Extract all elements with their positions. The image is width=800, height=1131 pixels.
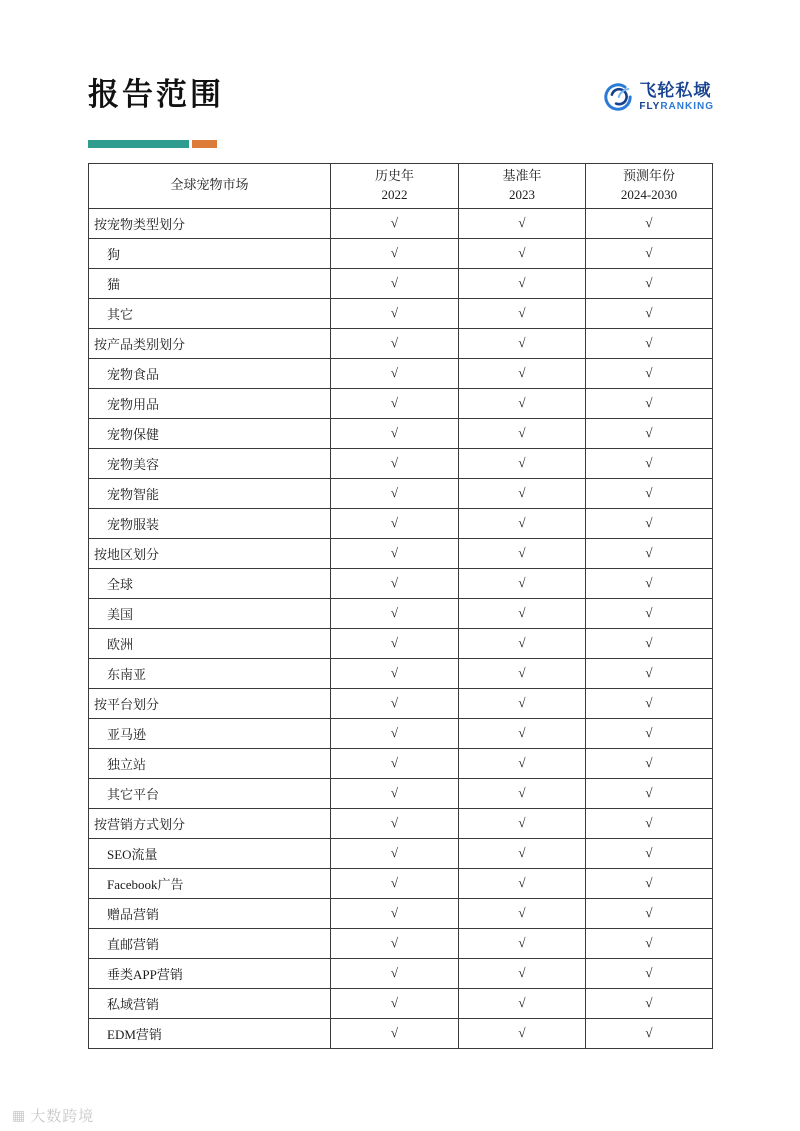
table-row xyxy=(89,508,713,538)
table-row xyxy=(89,718,713,748)
check-mark: √ xyxy=(586,358,713,388)
check-mark: √ xyxy=(459,658,586,688)
table-row xyxy=(89,538,713,568)
table-row xyxy=(89,298,713,328)
row-label: 欧洲 xyxy=(89,628,331,658)
check-mark: √ xyxy=(331,418,459,448)
row-label: 全球 xyxy=(89,568,331,598)
check-mark: √ xyxy=(586,538,713,568)
check-mark: √ xyxy=(459,1018,586,1048)
check-mark: √ xyxy=(331,508,459,538)
check-mark: √ xyxy=(331,478,459,508)
check-mark: √ xyxy=(331,808,459,838)
check-mark: √ xyxy=(331,568,459,598)
row-label: 宠物用品 xyxy=(89,388,331,418)
header-line: 2024-2030 xyxy=(620,186,678,202)
title-divider xyxy=(88,140,217,148)
check-mark: √ xyxy=(586,1018,713,1048)
row-label: 直邮营销 xyxy=(89,928,331,958)
check-mark: √ xyxy=(586,928,713,958)
check-mark: √ xyxy=(586,448,713,478)
check-mark: √ xyxy=(459,778,586,808)
table-row xyxy=(89,328,713,358)
row-label: 猫 xyxy=(89,268,331,298)
row-label: Facebook广告 xyxy=(89,868,331,898)
check-mark: √ xyxy=(459,868,586,898)
check-mark: √ xyxy=(331,718,459,748)
row-label: 赠品营销 xyxy=(89,898,331,928)
check-mark: √ xyxy=(586,598,713,628)
check-mark: √ xyxy=(459,568,586,598)
check-mark: √ xyxy=(459,298,586,328)
check-mark: √ xyxy=(586,388,713,418)
table-row xyxy=(89,658,713,688)
row-label: 宠物智能 xyxy=(89,478,331,508)
header-line: 2023 xyxy=(509,186,535,202)
check-mark: √ xyxy=(459,958,586,988)
table-row xyxy=(89,1018,713,1048)
check-mark: √ xyxy=(331,928,459,958)
watermark-icon: ▦ xyxy=(12,1107,27,1123)
check-mark: √ xyxy=(586,658,713,688)
header-line: 2022 xyxy=(381,186,408,202)
divider-orange-bar xyxy=(192,140,217,148)
check-mark: √ xyxy=(331,298,459,328)
table-row xyxy=(89,418,713,448)
check-mark: √ xyxy=(331,658,459,688)
table-row xyxy=(89,598,713,628)
header-history-year xyxy=(331,164,459,209)
logo-en-fly: FLY xyxy=(639,100,661,112)
check-mark: √ xyxy=(459,418,586,448)
row-label: 美国 xyxy=(89,598,331,628)
table-row xyxy=(89,208,713,238)
row-label: 宠物保健 xyxy=(89,418,331,448)
check-mark: √ xyxy=(331,268,459,298)
check-mark: √ xyxy=(459,208,586,238)
table-row xyxy=(89,928,713,958)
flyranking-swirl-icon xyxy=(603,82,633,112)
header-base-year xyxy=(459,164,586,209)
table-row xyxy=(89,358,713,388)
check-mark: √ xyxy=(459,988,586,1018)
check-mark: √ xyxy=(331,628,459,658)
check-mark: √ xyxy=(459,388,586,418)
check-mark: √ xyxy=(586,328,713,358)
row-label: 私域营销 xyxy=(89,988,331,1018)
check-mark: √ xyxy=(586,268,713,298)
check-mark: √ xyxy=(331,358,459,388)
check-mark: √ xyxy=(586,628,713,658)
check-mark: √ xyxy=(459,598,586,628)
check-mark: √ xyxy=(459,538,586,568)
check-mark: √ xyxy=(586,238,713,268)
check-mark: √ xyxy=(331,868,459,898)
check-mark: √ xyxy=(586,298,713,328)
check-mark: √ xyxy=(586,988,713,1018)
check-mark: √ xyxy=(331,778,459,808)
table-row xyxy=(89,688,713,718)
check-mark: √ xyxy=(459,718,586,748)
check-mark: √ xyxy=(459,358,586,388)
check-mark: √ xyxy=(586,568,713,598)
check-mark: √ xyxy=(586,718,713,748)
check-mark: √ xyxy=(331,538,459,568)
report-scope-table xyxy=(88,163,713,1049)
row-label: EDM营销 xyxy=(89,1018,331,1048)
row-label: 按平台划分 xyxy=(89,688,331,718)
watermark-text: 大数跨境 xyxy=(30,1108,95,1125)
check-mark: √ xyxy=(331,388,459,418)
watermark xyxy=(12,1105,94,1126)
check-mark: √ xyxy=(459,688,586,718)
check-mark: √ xyxy=(459,328,586,358)
check-mark: √ xyxy=(331,598,459,628)
logo-chinese-name: 飞轮私域 xyxy=(639,81,712,101)
check-mark: √ xyxy=(459,928,586,958)
row-label: 宠物美容 xyxy=(89,448,331,478)
table-row xyxy=(89,268,713,298)
table-row xyxy=(89,748,713,778)
logo-en-ranking: RANKING xyxy=(660,100,714,112)
check-mark: √ xyxy=(459,748,586,778)
row-label: 垂类APP营销 xyxy=(89,958,331,988)
row-label: 宠物食品 xyxy=(89,358,331,388)
check-mark: √ xyxy=(459,478,586,508)
table-row xyxy=(89,388,713,418)
divider-teal-bar xyxy=(88,140,189,148)
page-title: 报告范围 xyxy=(88,77,224,112)
check-mark: √ xyxy=(586,808,713,838)
check-mark: √ xyxy=(459,268,586,298)
check-mark: √ xyxy=(331,1018,459,1048)
row-label: SEO流量 xyxy=(89,838,331,868)
row-label: 亚马逊 xyxy=(89,718,331,748)
row-label: 其它 xyxy=(89,298,331,328)
header-forecast-years xyxy=(586,164,713,209)
row-label: 狗 xyxy=(89,238,331,268)
check-mark: √ xyxy=(459,448,586,478)
check-mark: √ xyxy=(331,748,459,778)
table-row xyxy=(89,988,713,1018)
table-row xyxy=(89,478,713,508)
row-label: 按地区划分 xyxy=(89,538,331,568)
check-mark: √ xyxy=(459,238,586,268)
row-label: 按营销方式划分 xyxy=(89,808,331,838)
check-mark: √ xyxy=(331,988,459,1018)
check-mark: √ xyxy=(586,898,713,928)
check-mark: √ xyxy=(586,478,713,508)
row-label: 其它平台 xyxy=(89,778,331,808)
check-mark: √ xyxy=(331,448,459,478)
table-row xyxy=(89,898,713,928)
check-mark: √ xyxy=(331,328,459,358)
check-mark: √ xyxy=(331,958,459,988)
row-label: 宠物服装 xyxy=(89,508,331,538)
check-mark: √ xyxy=(331,898,459,928)
row-label: 按产品类别划分 xyxy=(89,328,331,358)
flyranking-logo xyxy=(603,82,714,112)
row-label: 按宠物类型划分 xyxy=(89,208,331,238)
logo-english-name xyxy=(639,101,714,112)
check-mark: √ xyxy=(586,958,713,988)
table-row xyxy=(89,238,713,268)
row-label: 独立站 xyxy=(89,748,331,778)
check-mark: √ xyxy=(331,688,459,718)
table-header-row xyxy=(89,164,713,209)
check-mark: √ xyxy=(586,508,713,538)
check-mark: √ xyxy=(331,208,459,238)
table-row xyxy=(89,448,713,478)
page-header xyxy=(88,76,714,113)
header-market: 全球宠物市场 xyxy=(89,164,331,209)
check-mark: √ xyxy=(459,838,586,868)
table-row xyxy=(89,958,713,988)
check-mark: √ xyxy=(331,838,459,868)
check-mark: √ xyxy=(459,898,586,928)
check-mark: √ xyxy=(586,688,713,718)
header-line: 历史年 xyxy=(374,168,414,183)
table-row xyxy=(89,808,713,838)
table-row xyxy=(89,778,713,808)
table-body xyxy=(89,208,713,1048)
check-mark: √ xyxy=(586,778,713,808)
logo-text xyxy=(639,82,714,112)
header-line: 预测年份 xyxy=(622,168,675,183)
row-label: 东南亚 xyxy=(89,658,331,688)
table-row xyxy=(89,628,713,658)
table-row xyxy=(89,838,713,868)
check-mark: √ xyxy=(459,808,586,838)
check-mark: √ xyxy=(586,418,713,448)
check-mark: √ xyxy=(586,838,713,868)
table-row xyxy=(89,568,713,598)
check-mark: √ xyxy=(331,238,459,268)
check-mark: √ xyxy=(586,868,713,898)
check-mark: √ xyxy=(459,628,586,658)
check-mark: √ xyxy=(586,208,713,238)
check-mark: √ xyxy=(586,748,713,778)
header-line: 基准年 xyxy=(502,168,542,183)
table-row xyxy=(89,868,713,898)
check-mark: √ xyxy=(459,508,586,538)
